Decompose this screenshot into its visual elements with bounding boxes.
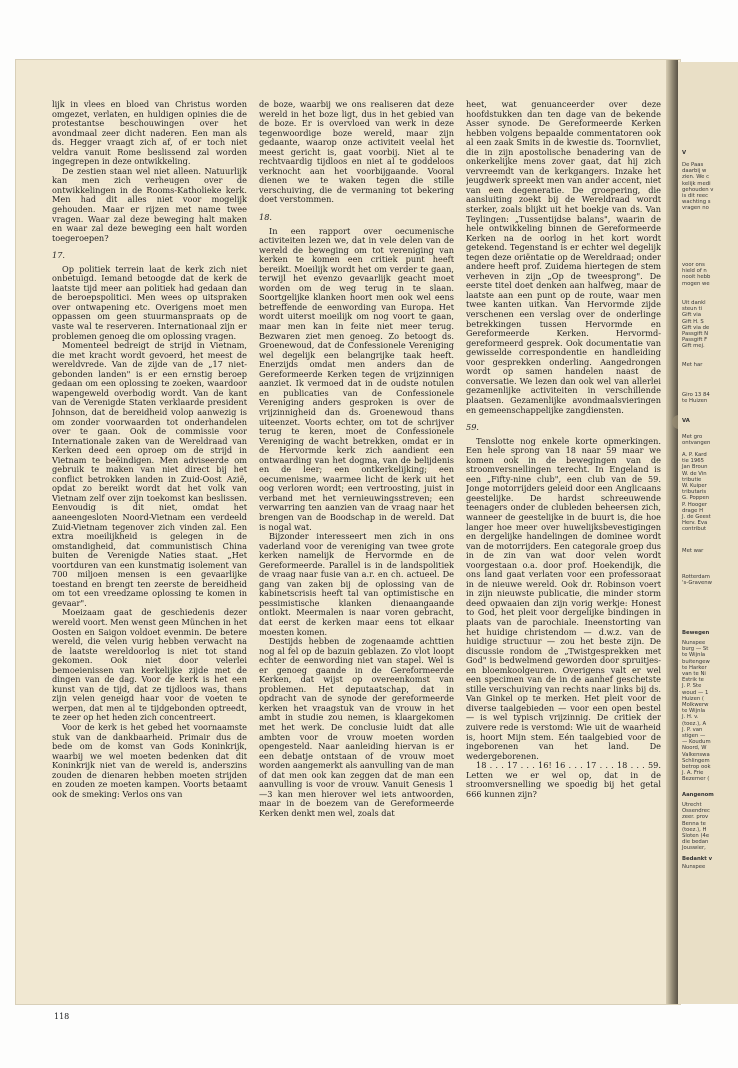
text-column-2	[259, 100, 454, 980]
section-number: 17.	[52, 250, 66, 261]
next-page-text: Met gro ontvangen	[682, 434, 711, 447]
next-page-text: Utrecht Ossendrec zeer. prov Benna te (toez.), H Sloten (4e die bedan Jouswier,	[682, 802, 710, 852]
next-page-text: Bedankt v	[682, 856, 713, 862]
book-page	[16, 60, 680, 1021]
paragraph: 18 . . . 17 . . . 16! 16 . . . 17 . . . 18 . . . 59. Letten we er wel op, dat in de stroomversnelling we spoedig bij het getal 666 kunnen zijn?	[466, 760, 661, 799]
next-page-text: V	[682, 150, 687, 156]
next-page-text: Rotterdam 's-Gravenw	[682, 574, 712, 587]
paragraph: In een rapport over oecumenische activiteiten lezen we, dat in vele delen van de wereld de beweging om tot vereniging van kerken te komen een critiek punt heeft bereikt. Moeilijk wordt het om verder te gaan, terwijl het evenzo gevaarlijk geacht moet worden om de weg terug in te slaan. Soortgelijke klanken hoort men ook wel eens betreffende de eenwording van Europa. Het wordt uiterst moeilijk om nog voort te gaan, maar men kan in feite niet meer terug. Bezwaren ziet men genoeg. Zo betoogt ds. Groenewoud, dat de Confessionele Vereniging wel degelijk een belangrijke taak heeft. Enerzijds omdat men anders dan de Gereformeerde Kerken tegen de vrijzinnigen aanziet. Ik vermoed dat in de oudste notulen en publicaties van de Confessionele Vereniging anders gesproken is over de vrijzinnigheid dan ds. Groenewoud thans uiteenzet. Voorts echter, om tot de schrijver terug te keren, moet de Confessionele Vereniging de wacht betrekken, omdat er in de Hervormde kerk zich aandient een ontwaarding van het dogma, van de belijdenis en de leer; een ontkerkelijking; een oecumenisme, waarmee licht de kerk uit het oog verloren wordt; een vertroosting, juist in verband met het vernieuwingsstreven; een verwarring ten aanzien van de vraag naar het brengen van de Boodschap in de wereld. Dat is nogal wat.	[259, 225, 454, 532]
paragraph: De zestien staan wel niet alleen. Natuurlijk kan men zich verheugen over de ontwikkelingen in de Rooms-Katholieke kerk. Men had dit alles niet voor mogelijk gehouden. Maar er rijzen met name twee vragen. Waar zal deze beweging halt maken en waar zal deze beweging een halt worden toegeroepen?	[52, 165, 247, 243]
text-column-1	[52, 100, 247, 980]
paragraph: de boze, waarbij we ons realiseren dat deze wereld in het boze ligt, dus in het gebied van de boze. Er is overvloed van werk in deze tegenwoordige boze wereld, maar zijn gedaante, waarop onze activiteit veelal het meest gericht is, gaat voorbij. Niet al te rechtvaardig tijdloos en niet al te goddeloos verknocht aan het voorbijgaande. Vooral dienen we te waken tegen die stille verschuiving, die de vermaning tot bekering doet verstommen.	[259, 100, 454, 205]
next-page-text: Aangenom	[682, 792, 714, 798]
text-area	[52, 100, 662, 980]
next-page-text: voor ons hield of n nooit hebb mogen we	[682, 262, 711, 287]
book-gutter	[666, 60, 678, 1004]
page-number: 118	[54, 1012, 70, 1021]
next-page-text: Met war	[682, 548, 704, 554]
paragraph: Voor de kerk is het gebed het voornaamste stuk van de dankbaarheid. Primair dus de bede om de komst van Gods Koninkrijk, waarbij we wel moeten bedenken dat dit Koninkrijk niet van de wereld is, anderszins zouden de dienaren hebben moeten strijden en zouden ze moeten kampen. Voorts betaamt ook de smeking: Verlos ons van	[52, 722, 247, 799]
paragraph: Momenteel bedreigt de strijd in Vietnam, die met kracht wordt gevoerd, het meest de wereldvrede. Van de zijde van de „17 niet-gebonden landen" is er een ernstig beroep gedaan om een oplossing te zoeken, waardoor wapengeweld overbodig wordt. Van de kant van de Verenigde Staten verklaarde president Johnson, dat de bereidheid volop aanwezig is om zonder voorwaarden tot onderhandelen over te gaan. Ook de commissie voor Internationale zaken van de Wereldraad van Kerken deed een oproep om de strijd in Vietnam te beëindigen. Men adviseerde om gebruik te maken van niet direct bij het conflict betrokken landen in Zuid-Oost Azië, opdat zo bereikt wordt dat het volk van Vietnam zelf over zijn toekomst kan beslissen. Eenvoudig is dit niet, omdat het aaneengesloten Noord-Vietnam een verdeeld Zuid-Vietnam tegenover zich vinden zal. Een extra moeilijkheid is gelegen in de omstandigheid, dat communistisch China buiten de Verenigde Naties staat. „Het voortduren van een kunstmatig isolement van 700 miljoen mensen is een gevaarlijke toestand en brengt ten zeerste de bereidheid om tot een vreedzame oplossing te komen in gevaar".	[52, 340, 247, 608]
next-page-text: Bewegen	[682, 630, 710, 636]
paragraph: Bijzonder interesseert men zich in ons vaderland voor de vereniging van twee grote kerken namelijk de Hervormde en de Gereformeerde. Parallel is in de landspolitiek de vraag naar fusie van a.r. en ch. actueel. De gang van zaken bij de oplossing van de kabinetscrisis heeft tal van optimistische en pessimistische klanken dienaangaande ontlokt. Meermalen is naar voren gebracht, dat eerst de kerken maar eens tot elkaar moesten komen.	[259, 531, 454, 637]
next-page-text: A. P. Kard tie 1965 Jan Broun W. de Vin tributie W. Kuiper tributaris G. Poppen P. Hooger drage H J. de Geest Herv. Eva contribut	[682, 452, 711, 533]
next-page-text: Uit dankl steun ti Gift via Gift H. S Gift via de Passgift N Passgift F Gift mej.	[682, 300, 710, 350]
next-page-text: Nunspee	[682, 864, 706, 870]
next-page-text: Met har	[682, 362, 703, 368]
next-page-edge	[678, 62, 738, 1004]
next-page-text: Giro 13 84 te Huizen	[682, 392, 710, 405]
paragraph: Destijds hebben de zogenaamde achttien nog al fel op de bazuin geblazen. Zo vlot loopt echter de eenwording niet van stapel. Wel is er genoeg gaande in de Gereformeerde Kerken, dat wijst op overeenkomst van problemen. Het deputaatschap, dat in opdracht van de synode der gereformeerde kerken het vraagstuk van de vrouw in het ambt in studie zou nemen, is klaargekomen met het werk. De conclusie luidt dat alle ambten voor de vrouw moeten worden opengesteld. Naar aanleiding hiervan is er een debatje ontstaan of de vrouw moet worden aangemerkt als aanvulling van de man of dat men ook kan zeggen dat de man een aanvulling is voor de vrouw. Vanuit Genesis 1—3 kan men hierover wel iets antwoorden, maar in de boezem van de Gereformeerde Kerken denkt men wel, zoals dat	[259, 636, 454, 818]
paragraph: Tenslotte nog enkele korte opmerkingen. Een hele sprong van 18 naar 59 maar we komen ook in de bewegingen van de stroomversnellingen terecht. In Engeland is een „Fifty-nine club", een club van de 59. Jonge motorrijders geleid door een Anglicaans geestelijke. De hardst schreeuwende teenagers onder de clubleden beheersen zich, wanneer de geestelijke in de buurt is, die hoe langer hoe meer over huwelijksbevestigingen en dergelijke handelingen de dominee wordt van de motorrijders. Een categorale groep dus in de zin van wat door velen wordt voorgestaan o.a. door prof. Hoekendijk, die ons land gaat verlaten voor een professoraat in de nieuwe wereld. Ook dr. Robinson voert in zijn nieuwste publicatie, die minder storm deed opwaaien dan zijn vorig werkje: Honest to God, het pleit voor dergelijke bindingen in plaats van de parochiale. Ineenstorting van het huidige christendom — d.w.z. van de huidige structuur — zou het beste zijn. De discussie rondom de „Twistgesprekken met God" is bedwelmend geworden door spruitjes- en bloemkoolgeuren. Overigens valt er wel een specimen van de in de aanhef geschetste stille verschuiving van rechts naar links bij ds. Van Ginkel op te merken. Het pleit voor de diverse taalgebieden — voor een open bestel — is wel typisch vrijzinnig. De critiek der zuivere rede is verstomd: Wie uit de waarheid is, hoort Mijn stem. Eén taalgebied voor de ingeborenen van het land. De wedergeborenen.	[466, 435, 661, 761]
paragraph: heet, wat genuanceerder over deze hoofdstukken dan ten dage van de bekende Asser synode. De Gereformeerde Kerken hebben volgens bepaalde commentatoren ook al een zaak Smits in de kwestie ds. Toornvliet, die in zijn apostolische benadering van de onkerkelijke mens zover gaat, dat hij zich vervreemdt van de kerkgangers. Inzake het jeugdwerk spreekt men van ander accent, niet van een degeneratie. De groepering, die aansluiting zoekt bij de Wereldraad wordt sterker, zoals blijkt uit het boekje van ds. Van Teylingen: „Tussentijdse balans", waarin de hele ontwikkeling binnen de Gereformeerde Kerken na de oorlog in het kort wordt getekend. Tegenstand is er echter wel degelijk tegen deze oriëntatie op de Wereldraad; onder andere heeft prof. Zuidema hiertegen de stem verheven in zijn „Op de tweesprong". De eerste titel doet denken aan halfweg, maar de laatste aan een punt op de route, waar men twee kanten uitkan. Van Hervormde zijde verschenen een verslag over de onderlinge betrekkingen tussen Hervormde en Gereformeerde Kerken. Hervormd-gereformeerd gesprek. Ook documentatie van gewisselde correspondentie en handleiding voor gesprekken onderling. Aangedrongen wordt op samen handelen naast de conversatie. We lezen dan ook wel van allerlei gezamenlijke activiteiten in verschillende plaatsen. Gezamenlijke avondmaalsvieringen en gemeenschappelijke zangdiensten.	[466, 100, 661, 415]
next-page-text: VA	[682, 418, 690, 424]
section-number: 18.	[259, 212, 273, 223]
next-page-text: Nunspee burg — St te Wijnla buitengew te Harker van te Ni Estrik te J. P. Ste woud — 1 Huizen ( Molkwerw te Wijnla J. H. v. (toez.), A J. P. van stigen — — Koudum Noord, W Valkenswa Schlingem betrop ook J. A. Frie Bezemer (	[682, 640, 711, 783]
paragraph: lijk in vlees en bloed van Christus worden omgezet, verlaten, en huldigen opinies die de protestantse beschouwingen over het avondmaal zeer dicht naderen. Een man als ds. Hegger vraagt zich af, of er toch niet veldra vanuit Rome beslissend zal worden ingegrepen in deze ontwikkeling.	[52, 100, 247, 167]
next-page-text: De Paas daarbij w zien. We c kelijk medi gehouden v is dit reec wachting s vragen no	[682, 162, 714, 212]
section-number: 59.	[466, 422, 480, 433]
text-column-3	[466, 100, 661, 980]
paragraph: Op politiek terrein laat de kerk zich niet onbetuigd. Iemand betoogde dat de kerk de laatste tijd meer aan politiek had gedaan dan de beroepspolitici. Men wees op uitspraken over ontwapening etc. Overigens moet men oppassen om geen stuurmanspraats op de vaste wal te reserveren. Internationaal zijn er problemen genoeg die om oplossing vragen.	[52, 263, 247, 341]
paragraph: Moeizaam gaat de geschiedenis dezer wereld voort. Men wenst geen München in het Oosten en Saigon voldoet evenmin. De betere wereld, die velen vurig hebben verwacht na de laatste wereldoorlog is niet tot stand gekomen. Ook niet door velerlei bemoeienissen van kerkelijke zijde met de dingen van de dag. Voor de kerk is het een kunst van de tijd, dat ze tijdloos was, thans zijn velen geneigd haar voor de voeten te werpen, dat men al te tijdgebonden optreedt, te zeer op het heden zich concentreert.	[52, 607, 247, 723]
